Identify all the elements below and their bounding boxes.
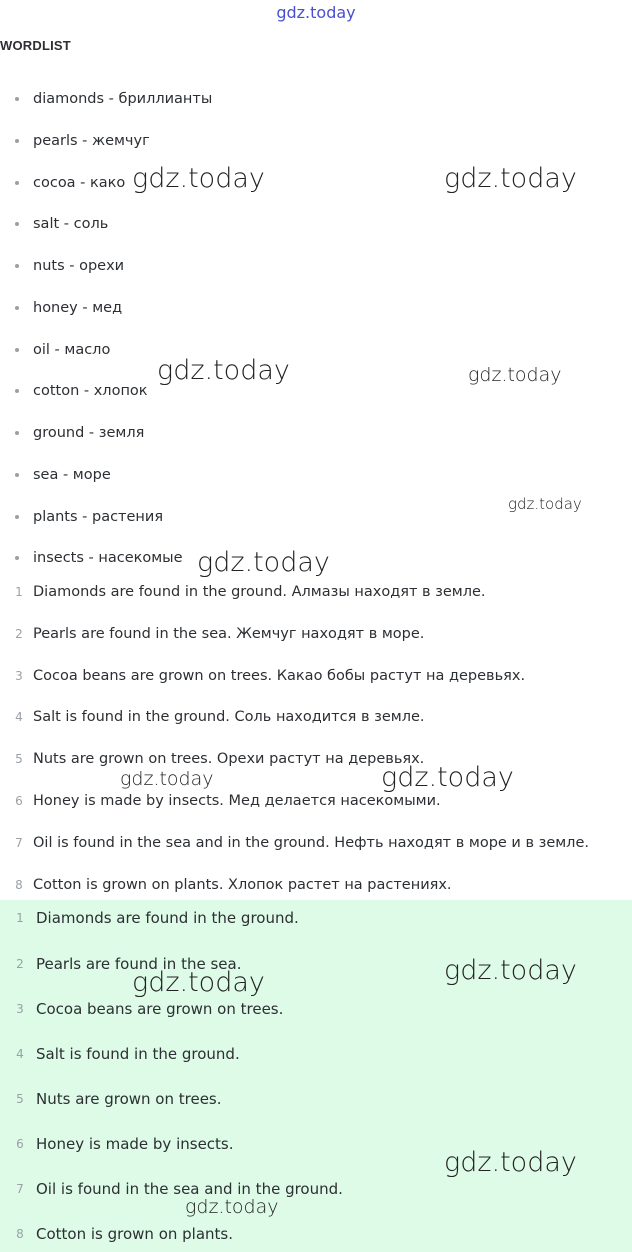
bullet-icon (15, 473, 19, 477)
bullet-icon (15, 348, 19, 352)
item-number: 5 (16, 1092, 24, 1106)
exercise-text: Salt is found in the ground. Соль находится в земле. (33, 709, 425, 725)
answer-text: Salt is found in the ground. (36, 1045, 240, 1063)
answer-text: Pearls are found in the sea. (36, 955, 242, 973)
wordlist-item-text: pearls - жемчуг (33, 133, 150, 149)
watermark: gdz.today (157, 355, 290, 386)
exercise-text: Diamonds are found in the ground. Алмазы находят в земле. (33, 584, 486, 600)
item-number: 2 (16, 957, 24, 971)
wordlist-item-text: sea - море (33, 467, 111, 483)
bullet-icon (15, 181, 19, 185)
item-number: 7 (15, 836, 23, 850)
wordlist-item-text: plants - растения (33, 509, 164, 525)
item-number: 3 (16, 1002, 24, 1016)
answer-text: Cotton is grown on plants. (36, 1225, 233, 1243)
exercise-text: Pearls are found in the sea. Жемчуг находят в море. (33, 626, 425, 642)
site-logo[interactable]: gdz.today (276, 3, 356, 22)
wordlist-item-text: ground - земля (33, 425, 145, 441)
item-number: 6 (15, 794, 23, 808)
bullet-icon (15, 222, 19, 226)
item-number: 6 (16, 1137, 24, 1151)
item-number: 4 (16, 1047, 24, 1061)
answer-text: Nuts are grown on trees. (36, 1090, 222, 1108)
watermark: gdz.today (120, 768, 214, 790)
item-number: 7 (16, 1182, 24, 1196)
item-number: 5 (15, 752, 23, 766)
watermark: gdz.today (444, 1147, 577, 1178)
bullet-icon (15, 264, 19, 268)
watermark: gdz.today (468, 364, 562, 386)
wordlist-item-text: honey - мед (33, 300, 123, 316)
watermark: gdz.today (197, 547, 330, 578)
item-number: 2 (15, 627, 23, 641)
wordlist-item-text: insects - насекомые (33, 550, 183, 566)
wordlist-item-text: salt - соль (33, 216, 109, 232)
watermark: gdz.today (508, 495, 582, 513)
bullet-icon (15, 431, 19, 435)
bullet-icon (15, 389, 19, 393)
answer-text: Diamonds are found in the ground. (36, 909, 299, 927)
wordlist-item-text: cotton - хлопок (33, 383, 148, 399)
exercise-text: Oil is found in the sea and in the ground. Нефть находят в море и в земле. (33, 835, 589, 851)
watermark: gdz.today (444, 163, 577, 194)
exercise-text: Cocoa beans are grown on trees. Какао бобы растут на деревьях. (33, 668, 526, 684)
answer-panel (0, 900, 632, 1252)
bullet-icon (15, 139, 19, 143)
exercise-text: Nuts are grown on trees. Орехи растут на деревьях. (33, 751, 425, 767)
item-number: 1 (16, 911, 24, 925)
exercise-text: Cotton is grown on plants. Хлопок растет на растениях. (33, 877, 452, 893)
answer-text: Oil is found in the sea and in the ground. (36, 1180, 343, 1198)
wordlist-item-text: oil - масло (33, 342, 111, 358)
item-number: 8 (16, 1227, 24, 1241)
item-number: 4 (15, 710, 23, 724)
watermark: gdz.today (185, 1196, 279, 1218)
bullet-icon (15, 556, 19, 560)
wordlist-item-text: cocoa - како (33, 175, 126, 191)
bullet-icon (15, 306, 19, 310)
wordlist-item-text: nuts - орехи (33, 258, 125, 274)
watermark: gdz.today (444, 955, 577, 986)
watermark: gdz.today (132, 163, 265, 194)
item-number: 3 (15, 669, 23, 683)
item-number: 8 (15, 878, 23, 892)
item-number: 1 (15, 585, 23, 599)
watermark: gdz.today (381, 762, 514, 793)
bullet-icon (15, 97, 19, 101)
section-title: WORDLIST (0, 38, 71, 53)
exercise-text: Honey is made by insects. Мед делается насекомыми. (33, 793, 441, 809)
bullet-icon (15, 515, 19, 519)
watermark: gdz.today (132, 967, 265, 998)
wordlist-item-text: diamonds - бриллианты (33, 91, 213, 107)
answer-text: Cocoa beans are grown on trees. (36, 1000, 284, 1018)
answer-text: Honey is made by insects. (36, 1135, 234, 1153)
